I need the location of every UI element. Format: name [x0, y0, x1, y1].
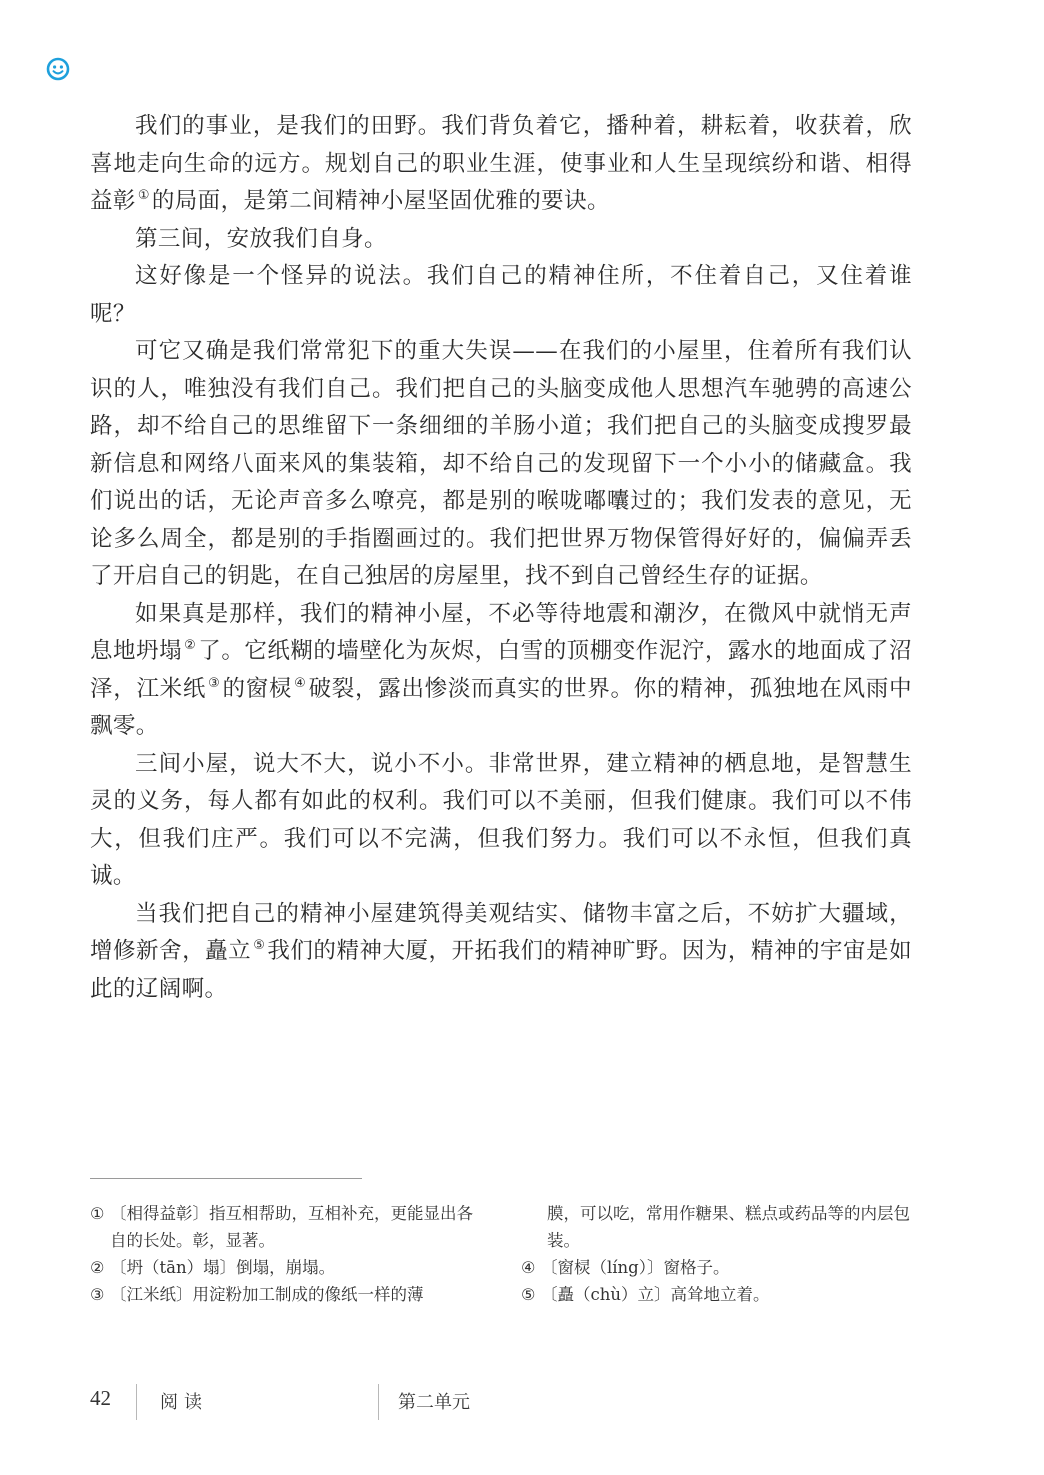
footer-divider: [378, 1384, 379, 1420]
footnote-number: ②: [90, 1258, 105, 1277]
footnote-number: ④: [521, 1258, 536, 1277]
paragraph: 三间小屋，说大不大，说小不小。非常世界，建立精神的栖息地，是智慧生灵的义务，每人都有如此的权利。我们可以不美丽，但我们健康。我们可以不伟大，但我们庄严。我们可以不完满，但我们努力。我们可以不永恒，但我们真诚。: [90, 750, 912, 889]
smiley-logo-icon: [46, 57, 70, 81]
footnote-text: 〔相得益彰〕指互相帮助，互相补充，更能显出各自的长处。彰，显著。: [110, 1204, 473, 1250]
footnote-number: ⑤: [521, 1285, 536, 1304]
footnote-text: 〔江米纸〕用淀粉加工制成的像纸一样的薄: [110, 1285, 424, 1304]
footnote-ref[interactable]: ③: [208, 675, 221, 691]
footnotes-right-column: [521, 1200, 913, 1308]
footnote-text: 膜，可以吃，常用作糖果、糕点或药品等的内层包装。: [547, 1204, 910, 1250]
footnotes-left-column: [90, 1200, 482, 1308]
page-number: 42: [90, 1386, 111, 1410]
footnote-number: ①: [90, 1204, 105, 1223]
paragraph: 我们的事业，是我们的田野。我们背负着它，播种着，耕耘着，收获着，欣喜地走向生命的远方。规划自己的职业生涯，使事业和人生呈现缤纷和谐、相得益彰 ①的局面，是第二间精神小屋坚固优雅的要诀。: [90, 113, 912, 214]
footnote-ref[interactable]: ①: [137, 188, 150, 203]
body-text: [90, 108, 912, 1008]
footnote-continuation: [521, 1200, 913, 1254]
footnote-number: ③: [90, 1285, 105, 1304]
footnote-ref[interactable]: ②: [184, 638, 197, 653]
footnote: [521, 1281, 913, 1308]
footnote-ref[interactable]: ④: [294, 675, 307, 691]
footnote-ref[interactable]: ⑤: [253, 938, 266, 953]
paragraph: 可它又确是我们常常犯下的重大失误——在我们的小屋里，住着所有我们认识的人，唯独没有我们自己。我们把自己的头脑变成他人思想汽车驰骋的高速公路，却不给自己的思维留下一条细细的羊肠小道；我们把自己的头脑变成搜罗最新信息和网络八面来风的集装箱，却不给自己的发现留下一个小小的储藏盒。我们说出的话，无论声音多么嘹亮，都是别的喉咙嘟囔过的；我们发表的意见，无论多么周全，都是别的手指圈画过的。我们把世界万物保管得好好的，偏偏弄丢了开启自己的钥匙，在自己独居的房屋里，找不到自己曾经生存的证据。: [90, 338, 912, 589]
footnote: [90, 1254, 482, 1281]
paragraph: 当我们把自己的精神小屋建筑得美观结实、储物丰富之后，不妨扩大疆域，增修新舍，矗立 ⑤我们的精神大厦，开拓我们的精神旷野。因为，精神的宇宙是如此的辽阔啊。: [90, 900, 912, 1002]
footnote-text: 〔坍（tān）塌〕倒塌，崩塌。: [110, 1258, 336, 1277]
unit-label: 第二单元: [398, 1392, 470, 1413]
footnote-text: 〔窗棂（líng）〕窗格子。: [541, 1258, 730, 1277]
paragraph: 这好像是一个怪异的说法。我们自己的精神住所，不住着自己，又住着谁呢？: [90, 263, 912, 327]
paragraph: 如果真是那样，我们的精神小屋，不必等待地震和潮汐，在微风中就悄无声息地坍塌 ②了。它纸糊的墙壁化为灰烬，白雪的顶棚变作泥泞，露水的地面成了沼泽，江米纸 ③的窗棂 ④破裂，露出惨淡而真实的世界。你的精神，孤独地在风雨中飘零。: [90, 600, 912, 739]
footnote: [90, 1281, 482, 1308]
footnote-text: 〔矗（chù）立〕高耸地立着。: [541, 1285, 770, 1304]
paragraph: 第三间，安放我们自身。: [135, 225, 387, 252]
footer-divider: [136, 1384, 137, 1420]
section-label: 阅读: [160, 1392, 208, 1413]
footnote-divider: [90, 1178, 362, 1179]
footnote: [521, 1254, 913, 1281]
page-footer: [90, 1384, 950, 1420]
footnote: [90, 1200, 482, 1254]
